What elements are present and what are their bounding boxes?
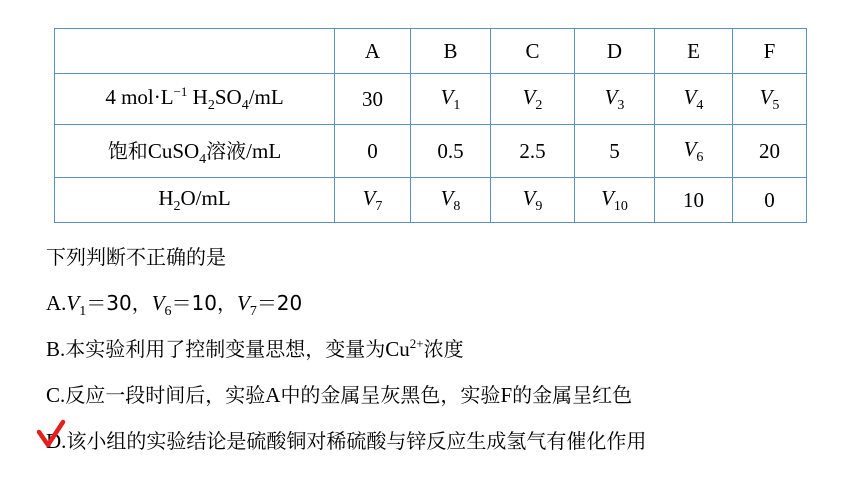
variable-symbol: V <box>522 185 536 210</box>
cell-value: 20 <box>759 138 780 163</box>
table-cell <box>575 74 655 125</box>
option-b[interactable]: B.本实验利用了控制变量思想，变量为$Cu^{2+}$浓度 <box>46 336 464 361</box>
variable-subscript: 3 <box>617 97 625 113</box>
cell-value: 0 <box>367 138 378 163</box>
row-label-h2so4: 4 $mol\cdot L^{-1}$ $H_2SO_4/mL$ <box>55 74 335 125</box>
table-cell <box>491 125 575 178</box>
table-row-cuso4 <box>55 125 807 178</box>
variable-symbol: V <box>683 84 697 109</box>
table-cell <box>655 178 733 223</box>
table-cell <box>575 125 655 178</box>
table-cell <box>411 125 491 178</box>
variable-subscript: 7 <box>375 198 383 214</box>
question-stem: 下列判断不正确的是 <box>46 245 226 269</box>
cell-value: 0 <box>764 187 775 212</box>
variable-symbol: V <box>440 84 454 109</box>
variable-subscript: 9 <box>535 198 543 214</box>
experiment-table <box>54 28 807 223</box>
table-cell <box>491 74 575 125</box>
variable-subscript: 5 <box>772 97 780 113</box>
variable-symbol: V <box>604 84 618 109</box>
table-cell <box>733 74 807 125</box>
table-header-row <box>55 29 807 74</box>
answer-check-icon <box>36 419 66 449</box>
cell-value: 10 <box>683 187 704 212</box>
column-header-c: C <box>491 29 575 74</box>
column-header-f: F <box>733 29 807 74</box>
variable-subscript: 2 <box>535 97 543 113</box>
option-a[interactable]: $A.V_1=30$，$V_6=10$，$V_7=20$ <box>46 291 303 319</box>
row-label-h2o: $H_2O/mL$ <box>55 178 335 223</box>
option-c[interactable]: C.反应一段时间后，实验A中的金属呈灰黑色，实验F的金属呈红色 <box>46 383 633 407</box>
variable-symbol: V <box>362 185 376 210</box>
table-cell <box>733 125 807 178</box>
variable-symbol: V <box>601 185 614 210</box>
column-header-e: E <box>655 29 733 74</box>
table-cell <box>335 125 411 178</box>
variable-subscript: 8 <box>453 198 461 214</box>
table-cell <box>491 178 575 223</box>
table-cell <box>733 178 807 223</box>
variable-symbol: V <box>440 185 454 210</box>
table-cell <box>575 178 655 223</box>
table-corner-cell <box>55 29 335 74</box>
variable-subscript: 4 <box>696 97 704 113</box>
cell-value: 5 <box>609 138 620 163</box>
table-cell <box>411 178 491 223</box>
table-cell <box>335 178 411 223</box>
cell-value: 30 <box>362 86 383 111</box>
table-row-h2so4 <box>55 74 807 125</box>
table-row-h2o <box>55 178 807 223</box>
table-cell <box>655 74 733 125</box>
variable-subscript: 1 <box>453 97 461 113</box>
cell-value: 0.5 <box>437 138 464 163</box>
option-d[interactable]: D.该小组的实验结论是硫酸铜对稀硫酸与锌反应生成氢气有催化作用 <box>46 429 647 453</box>
variable-symbol: V <box>683 136 697 161</box>
variable-symbol: V <box>759 84 773 109</box>
variable-symbol: V <box>522 84 536 109</box>
table-cell <box>655 125 733 178</box>
column-header-a: A <box>335 29 411 74</box>
row-label-cuso4: 饱和CuSO$_4$溶液/mL <box>55 125 335 178</box>
column-header-d: D <box>575 29 655 74</box>
cell-value: 2.5 <box>519 138 546 163</box>
variable-subscript: 6 <box>696 149 704 165</box>
variable-subscript: 10 <box>613 198 628 214</box>
table-cell <box>411 74 491 125</box>
column-header-b: B <box>411 29 491 74</box>
table-cell <box>335 74 411 125</box>
